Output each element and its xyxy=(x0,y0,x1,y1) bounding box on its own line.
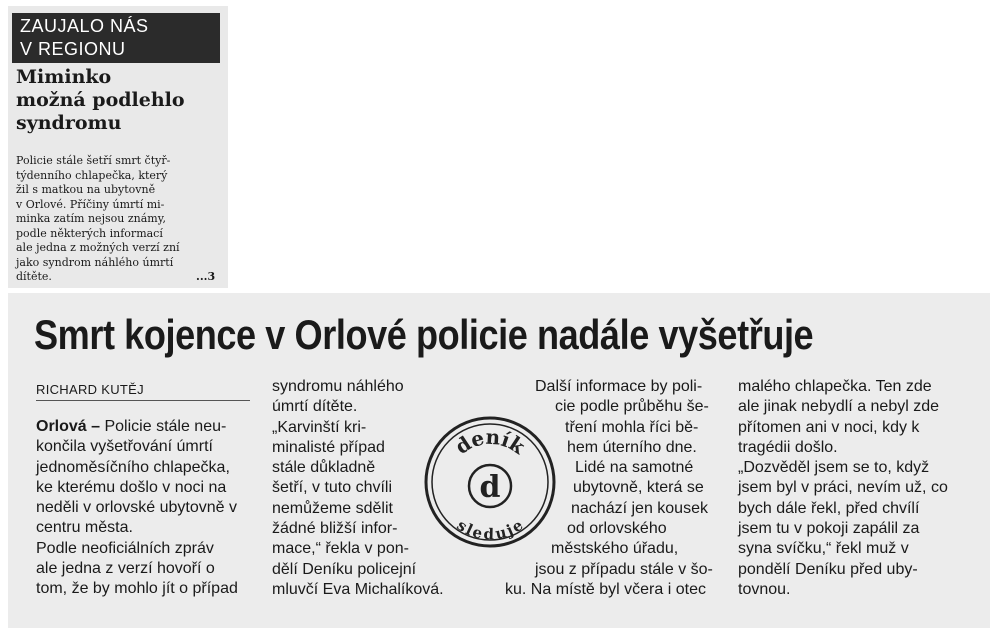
stamp-bottom-text: sleduje xyxy=(453,515,527,544)
column-line xyxy=(36,417,238,437)
column-line: Podle neoficiálních zpráv xyxy=(36,539,214,557)
column-line: cie podle průběhu še- xyxy=(555,398,709,416)
teaser-title-line: Miminko xyxy=(16,66,112,88)
teaser-line: minka zatím nejsou známy, xyxy=(16,212,166,225)
teaser-line: podle některých informací xyxy=(16,226,163,240)
column-line: od orlovského xyxy=(567,520,667,538)
column-line: nemůžeme sdělit xyxy=(272,499,393,517)
teaser-title-line: syndromu xyxy=(16,112,122,134)
teaser-line: Policie stále šetří smrt čtyř- xyxy=(16,154,171,167)
column-line: minalisté případ xyxy=(272,438,385,456)
column-line: městského úřadu, xyxy=(551,540,679,558)
column-line: šetří, v tuto chvíli xyxy=(272,479,393,497)
column-line: ke kterému došlo v noci na xyxy=(36,478,227,496)
column-line-text: Policie stále neu- xyxy=(104,418,227,435)
stamp-top-text: deník xyxy=(450,424,530,459)
teaser-line: ale jedna z možných verzí zní xyxy=(16,241,180,254)
teaser-line: žil s matkou na ubytovně xyxy=(16,183,156,196)
section-kicker xyxy=(12,13,220,63)
column-line: stále důkladně xyxy=(272,459,376,477)
column-line: „Karvinští kri- xyxy=(272,418,367,436)
teaser-line: v Orlové. Příčiny úmrtí mi- xyxy=(16,197,165,211)
column-line: ku. Na místě byl včera i otec xyxy=(505,580,706,598)
column-line: jsem byl v práci, nevím už, co xyxy=(738,479,948,497)
column-line: končila vyšetřování úmrtí xyxy=(36,438,213,456)
column-line: „Dozvěděl jsem se to, když xyxy=(738,459,930,477)
column-line: jsou z případu stále v šo- xyxy=(535,560,713,578)
teaser-line: dítěte. xyxy=(16,270,52,283)
kicker-line-2: V REGIONU xyxy=(20,39,126,59)
column-line: neděli v orlovské ubytovně v xyxy=(36,499,237,517)
column-line: mace,“ řekla v pon- xyxy=(272,540,409,558)
article-column-4 xyxy=(738,377,948,600)
column-line: dělí Deníku policejní xyxy=(272,560,417,578)
teaser-text xyxy=(16,154,226,285)
stamp-letter: d xyxy=(479,470,501,505)
teaser-title-line: možná podlehlo xyxy=(16,89,185,111)
denik-sleduje-stamp-icon xyxy=(422,414,558,550)
column-line: přítomen ani v noci, kdy k xyxy=(738,418,920,436)
column-line: hem úterního dne. xyxy=(567,438,697,456)
column-line: Další informace by poli- xyxy=(535,378,703,395)
article-column-2 xyxy=(272,377,444,600)
column-line: pondělí Deníku před uby- xyxy=(738,560,918,578)
column-line: ale jinak nebydlí a nebyl zde xyxy=(738,398,940,416)
column-line: ale jedna z verzí hovoří o xyxy=(36,560,215,578)
kicker-line-1: ZAUJALO NÁS xyxy=(20,16,149,36)
column-line: jsem tu v pokoji zapálil za xyxy=(738,520,920,538)
column-line: mluvčí Eva Michalíková. xyxy=(272,580,444,598)
article-headline: Smrt kojence v Orlové policie nadále vyšetřuje xyxy=(34,311,814,358)
teaser-line: týdenního chlapečka, který xyxy=(16,168,168,182)
article-byline: RICHARD KUTĚJ xyxy=(36,381,250,401)
column-line: žádné bližší infor- xyxy=(272,520,398,538)
column-line: tom, že by mohlo jít o případ xyxy=(36,580,238,598)
column-line: centru města. xyxy=(36,519,133,537)
article-column-1 xyxy=(36,417,238,600)
column-line: syndromu náhlého xyxy=(272,378,404,395)
dateline: Orlová – xyxy=(36,418,101,435)
teaser-title xyxy=(16,66,226,135)
column-line: nachází jen kousek xyxy=(571,499,708,517)
teaser-page-ref: ...3 xyxy=(196,270,216,283)
column-line: tření mohla říci bě- xyxy=(565,418,699,436)
column-line: syna svíčku,“ řekl muž v xyxy=(738,540,909,558)
teaser-line: jako syndrom náhlého úmrtí xyxy=(16,255,174,269)
column-line: bych dále řekl, před chvílí xyxy=(738,499,920,517)
column-line: malého chlapečka. Ten zde xyxy=(738,378,932,395)
column-line: Lidé na samotné xyxy=(575,459,694,477)
column-line: úmrtí dítěte. xyxy=(272,398,358,416)
column-line: tovnou. xyxy=(738,580,791,598)
column-line: jednoměsíčního chlapečka, xyxy=(36,458,230,476)
column-line: tragédii došlo. xyxy=(738,438,838,456)
column-line: ubytovně, která se xyxy=(573,479,704,497)
